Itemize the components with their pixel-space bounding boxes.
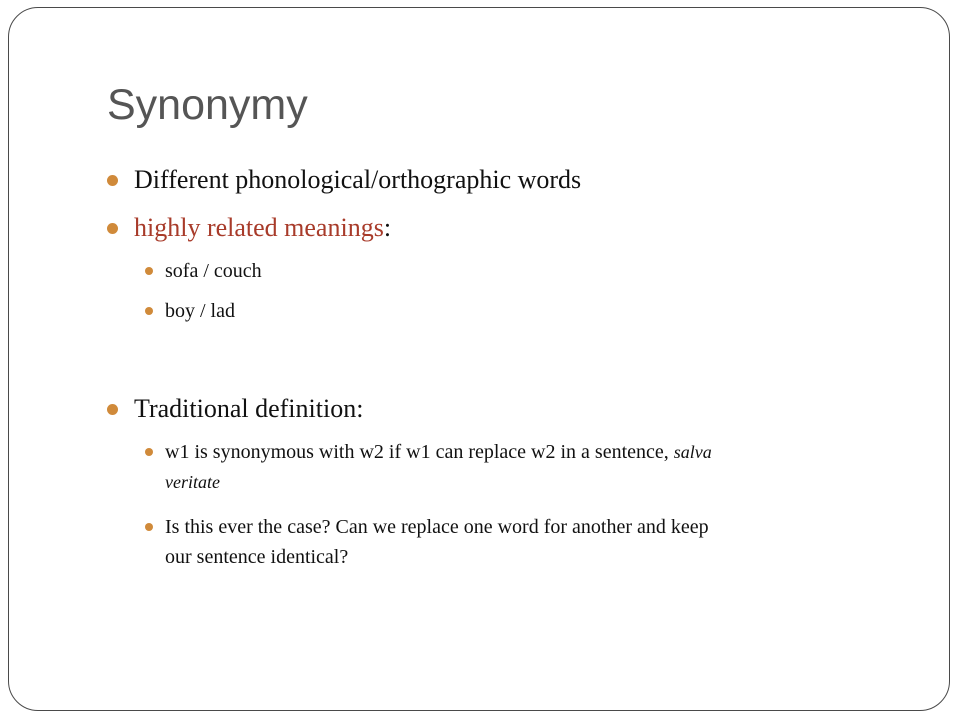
bullet-3 <box>134 396 363 422</box>
sub-bullet-2-1-text: sofa / couch <box>165 260 262 282</box>
bullet-1-text: Different phonological/orthographic words <box>134 165 582 194</box>
bullet-2-accent-text: highly related meanings <box>134 213 384 242</box>
sub-bullet-2-2-text: boy / lad <box>165 300 235 322</box>
sub-bullet-3-1 <box>165 437 885 497</box>
sub-bullet-3-1-line1 <box>165 437 885 467</box>
sub-bullet-dot-icon <box>145 448 153 456</box>
sub-bullet-3-1-text: w1 is synonymous with w2 if w1 can replace w2 in a sentence, <box>165 441 674 463</box>
sub-bullet-dot-icon <box>145 307 153 315</box>
bullet-1 <box>134 167 581 193</box>
bullet-2-tail: : <box>383 213 392 242</box>
sub-bullet-2-1 <box>165 256 262 286</box>
sub-bullet-3-1-italic-1: salva <box>673 442 712 462</box>
sub-bullet-dot-icon <box>145 523 153 531</box>
sub-bullet-3-2-line2: our sentence identical? <box>165 546 349 568</box>
bullet-dot-icon <box>107 223 118 234</box>
bullet-3-text: Traditional definition: <box>134 394 364 423</box>
sub-bullet-dot-icon <box>145 267 153 275</box>
sub-bullet-3-1-italic-2: veritate <box>165 472 220 492</box>
sub-bullet-3-2 <box>165 512 885 572</box>
sub-bullet-2-2 <box>165 296 235 326</box>
bullet-dot-icon <box>107 175 118 186</box>
bullet-dot-icon <box>107 404 118 415</box>
sub-bullet-3-2-line1: Is this ever the case? Can we replace one word for another and keep <box>165 516 709 538</box>
slide-title: Synonymy <box>107 81 308 129</box>
bullet-2 <box>134 215 391 241</box>
